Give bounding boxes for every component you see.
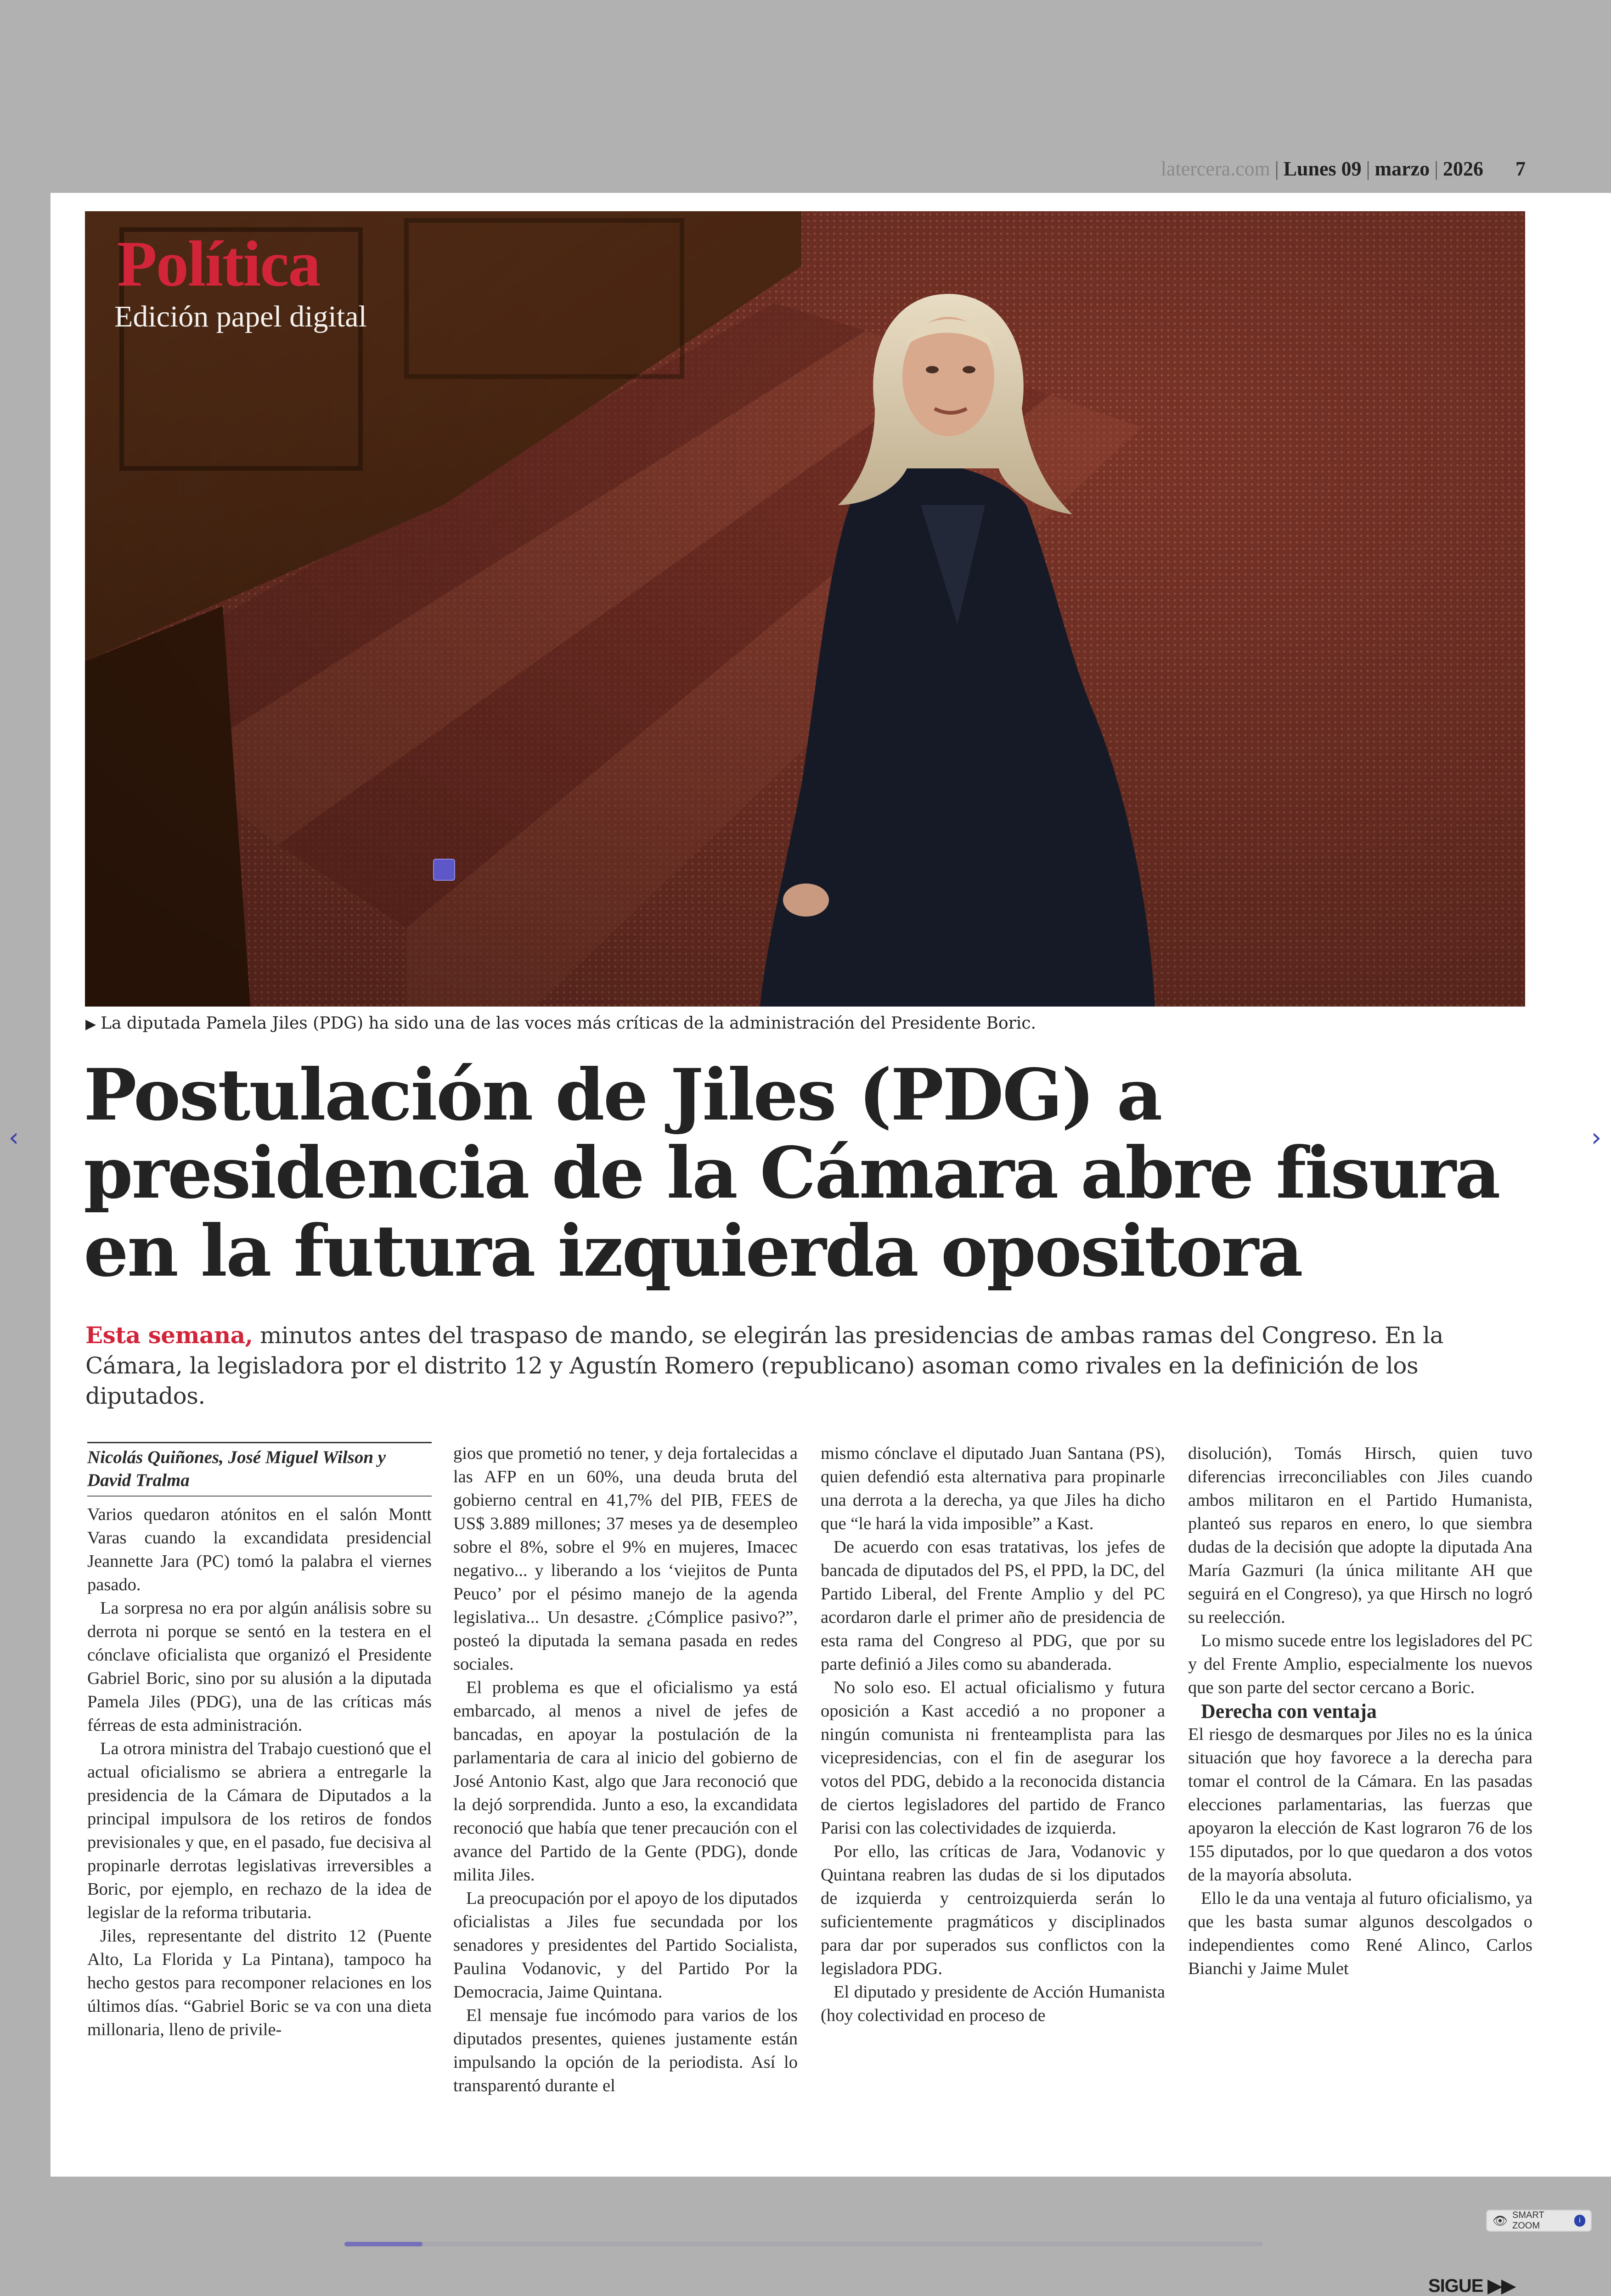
page-number: 7: [1515, 158, 1526, 180]
article-column-3: [821, 1442, 1165, 2027]
article-lead: [85, 1320, 1532, 1411]
article-column-2: [453, 1442, 798, 2098]
chevron-right-icon[interactable]: ›: [1591, 1123, 1602, 1153]
site-name: latercera.com: [1160, 158, 1270, 180]
paragraph: El mensaje fue incómodo para varios de los diputados presentes, quienes justamente están impulsando la opción de la periodista. Así lo transparentó durante el: [453, 2006, 798, 2095]
paragraph: Lo mismo sucede entre los legisladores del PC y del Frente Amplio, especialmente los nuevos que son parte del sector cercano a Boric.: [1188, 1631, 1532, 1697]
article-column-1: [87, 1442, 432, 2042]
caption-text: La diputada Pamela Jiles (PDG) ha sido una de las voces más críticas de la administración del Presidente Boric.: [101, 1014, 1036, 1033]
article-headline: Postulación de Jiles (PDG) a presidencia de la Cámara abre fisura en la futura izquierda opositora: [84, 1053, 1499, 1293]
lead-photo: [85, 211, 1525, 1007]
paragraph: Jiles, representante del distrito 12 (Puente Alto, La Florida y La Pintana), tampoco ha hecho gestos para recomponer relaciones en los últimos días. “Gabriel Boric se va con una dieta millonaria, lleno de privile-: [87, 1926, 432, 2039]
paragraph: El riesgo de desmarques por Jiles no es la única situación que hoy favorece a la derecha para tomar el control de la Cámara. En las pasadas elecciones parlamentarias, las fuerzas que apoyaron la elección de Kast lograron 76 de los 155 diputados, por lo que quedaron a dos votos de la mayoría absoluta.: [1188, 1725, 1532, 1885]
paragraph: De acuerdo con esas tratativas, los jefes de bancada de diputados del PS, el PPD, la DC, del Partido Liberal, del Frente Amplio y del PC acordaron darle el primer año de presidencia de esta rama del Congreso al PDG, que por su parte definió a Jiles como su abanderada.: [821, 1537, 1165, 1674]
page-progress-fill: [344, 2242, 422, 2246]
page-progress-bar[interactable]: [344, 2242, 1263, 2246]
smart-zoom-label: SMART ZOOM: [1512, 2210, 1544, 2231]
continue-label[interactable]: SIGUE ▶▶: [1428, 2276, 1515, 2296]
page-header: latercera.com | Lunes 09 | marzo | 2026 7: [1160, 158, 1526, 180]
lead-kicker: Esta semana,: [85, 1322, 253, 1349]
paragraph: El problema es que el oficialismo ya está embarcado, al menos a nivel de jefes de bancadas, en apoyar la postulación de la parlamentaria de cara al inicio del gobierno de José Antonio Kast, algo que Jara reconoció que la dejó sorprendida. Junto a eso, la excandidata reconoció que había que tener precaución con el avance del Partido de la Gente (PDG), donde milita Jiles.: [453, 1678, 798, 1885]
paragraph: La sorpresa no era por algún análisis sobre su derrota ni porque se sentó en la testera en el cónclave oficialista que organizó el Presidente Gabriel Boric, sino por su alusión a la diputada Pamela Jiles (PDG), una de las críticas más férreas de esta administración.: [87, 1598, 432, 1735]
article-subhead: Derecha con ventaja: [1201, 1700, 1377, 1722]
chevron-left-icon[interactable]: ‹: [8, 1123, 19, 1153]
paragraph: Por ello, las críticas de Jara, Vodanovic y Quintana reabren las dudas de si los diputados de izquierda y centroizquierda serán lo suficientemente pragmáticos y disciplinados para dar por superados sus conflictos con la legisladora PDG.: [821, 1842, 1165, 1978]
paragraph: Varios quedaron atónitos en el salón Montt Varas cuando la excandidata presidencial Jeannette Jara (PC) tomó la palabra el viernes pasado.: [87, 1505, 432, 1594]
section-subtitle: Edición papel digital: [114, 300, 367, 333]
photo-caption: [85, 1014, 1526, 1033]
info-badge: i: [1574, 2215, 1585, 2227]
eye-icon: 👁: [1493, 2214, 1508, 2228]
paragraph: El diputado y presidente de Acción Humanista (hoy colectividad en proceso de: [821, 1982, 1165, 2025]
paragraph: Ello le da una ventaja al futuro oficialismo, ya que les basta sumar algunos descolgados o independientes como René Alinco, Carlos Bianchi y Jaime Mulet: [1188, 1889, 1532, 1978]
byline: Nicolás Quiñones, José Miguel Wilson y David Tralma: [87, 1442, 432, 1497]
section-title: Política: [117, 227, 320, 300]
smart-zoom-button[interactable]: [1486, 2210, 1592, 2232]
header-day: Lunes 09: [1283, 158, 1362, 180]
lead-text: minutos antes del traspaso de mando, se elegirán las presidencias de ambas ramas del Congreso. En la Cámara, la legisladora por el distrito 12 y Agustín Romero (republicano) asoman como rivales en la definición de los diputados.: [85, 1322, 1443, 1409]
caption-triangle-icon: ▶: [85, 1016, 96, 1032]
header-month: marzo: [1374, 158, 1430, 180]
header-year: 2026: [1443, 158, 1483, 180]
paragraph: No solo eso. El actual oficialismo y futura oposición a Kast accedió a no proponer a ningún comunista ni frenteamplista para las vicepresidencias, con el fin de asegurar los votos del PDG, debido a la reconocida distancia de ciertos legisladores del partido de Franco Parisi con las colectividades de izquierda.: [821, 1678, 1165, 1838]
paragraph: La otrora ministra del Trabajo cuestionó que el actual oficialismo se abriera a entregarle la presidencia de la Cámara de Diputados a la principal impulsora de los retiros de fondos previsionales y que, en el pasado, fue decisiva al propinarle derrotas legislativas irreversibles a Boric, por ejemplo, en rechazo de la idea de legislar de la reforma tributaria.: [87, 1739, 432, 1922]
hotspot-marker[interactable]: [433, 859, 455, 881]
article-column-4: [1188, 1442, 1532, 1981]
paragraph: disolución), Tomás Hirsch, quien tuvo diferencias irreconciliables con Jiles cuando ambos militaron en el Partido Humanista, planteó sus reparos en enero, lo que siembra dudas de la decisión que adopte la diputada Ana María Gazmuri (la única militante AH que seguirá en el Congreso), ya que Hirsch no logró su reelección.: [1188, 1444, 1532, 1627]
paragraph: gios que prometió no tener, y deja fortalecidas a las AFP en un 60%, una deuda bruta del gobierno central en 41,7% del PIB, FEES de US$ 3.889 millones; 37 meses ya de desempleo sobre el 8%, sobre el 9% en mujeres, Imacec negativo... y liberando a los ‘viejitos de Punta Peuco’ por el pésimo manejo de la agenda legislativa... Un desastre. ¿Cómplice pasivo?”, posteó la diputada la semana pasada en redes sociales.: [453, 1444, 798, 1674]
paragraph: mismo cónclave el diputado Juan Santana (PS), quien defendió esta alternativa para propinarle una derrota a la derecha, ya que Jiles ha dicho que “le hará la vida imposible” a Kast.: [821, 1444, 1165, 1533]
paragraph: La preocupación por el apoyo de los diputados oficialistas a Jiles fue secundada por los senadores y presidentes del Partido Socialista, Paulina Vodanovic, y del Partido Por la Democracia, Jaime Quintana.: [453, 1889, 798, 2002]
